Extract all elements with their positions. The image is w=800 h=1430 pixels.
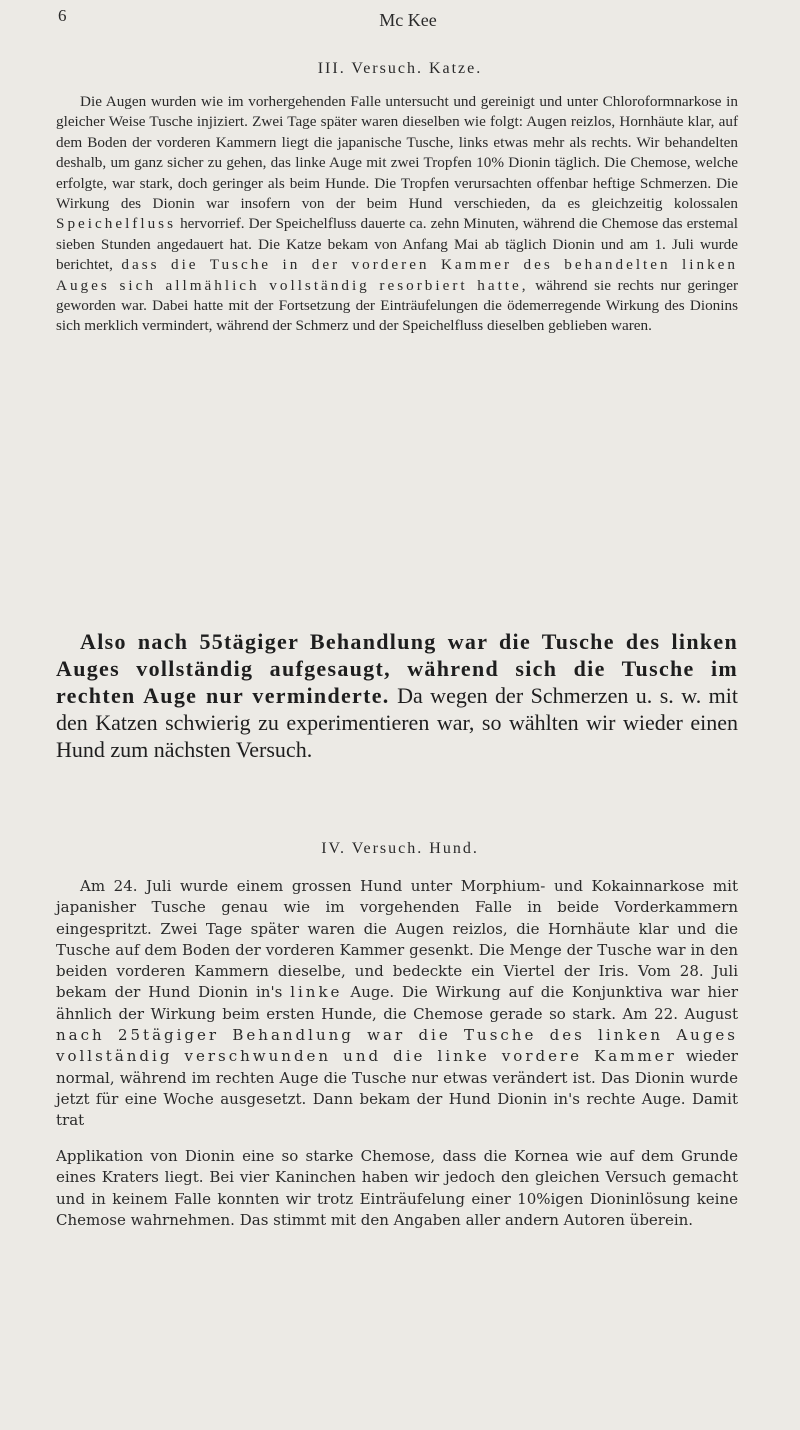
paragraph-versuch-katze	[56, 92, 738, 337]
page-header	[58, 4, 758, 34]
paragraph-text: während sie rechts nur geringer geworden war. Dabei hatte mit der Fortsetzung der Einträufelungen die ödemerregende Wirkung des Dionins sich merklich vermindert, während der Schmerz und der Speichelfluss dieselben geblieben waren.	[56, 276, 739, 335]
emphasis-speichelfluss: Speichelfluss	[56, 215, 176, 233]
paragraph-text: Auge. Die Wirkung auf die Konjunktiva war hier ähnlich der Wirkung beim ersten Hunde, die Chemose gerade so stark. Am 22. August	[56, 983, 738, 1023]
emphasis-summary: Also nach 55tägiger Behandlung war die Tusche des linken Auges vollständig aufgesaugt, während sich die Tusche im rechten Auge nur verminderte.	[56, 629, 738, 708]
paragraph-text: hervorrief. Der Speichelfluss dauerte ca. zehn Minuten, während die Chemose das erstemal sieben Stunden angedauert hat. Die Katze bekam von Anfang Mai ab täglich Dionin und am 1. Juli wurde berichtet,	[56, 215, 739, 274]
running-head: Mc Kee	[379, 10, 437, 30]
paragraph-applikation	[56, 1146, 738, 1231]
paragraph-text: Die Augen wurden wie im vorhergehenden Falle untersucht und gereinigt und unter Chloroformnarkose in gleicher Weise Tusche injiziert. Zwei Tage später waren dieselben wie folgt: Augen reizlos, Hornhäute klar, auf dem Boden der vorderen Kammern liegt die japanische Tusche, links etwas mehr als rechts. Wir behandelten deshalb, um ganz sicher zu gehen, das linke Auge mit zwei Tropfen 10% Dionin täglich. Die Chemose, welche erfolgte, war stark, doch geringer als beim Hunde. Die Tropfen verursachten offenbar heftige Schmerzen. Die Wirkung des Dionin war insofern von der beim Hund verschieden, da es gleichzeitig kolossalen	[56, 93, 738, 213]
paragraph-text: Da wegen der Schmerzen u. s. w. mit den Katzen schwierig zu experimentieren war, so wählten wir wieder einen Hund zum nächsten Versuch.	[56, 683, 739, 762]
section-heading-iv: IV. Versuch. Hund.	[321, 840, 479, 857]
emphasis-resorption: dass die Tusche in der vorderen Kammer des behandelten linken Auges sich allmählich vollständig resorbiert hatte,	[56, 256, 739, 294]
paragraph-text: wieder normal, während im rechten Auge die Tusche nur etwas verändert ist. Das Dionin wurde jetzt für eine Woche ausgesetzt. Dann bekam der Hund Dionin in's rechte Auge. Damit trat	[56, 1047, 738, 1130]
paragraph-summary-large	[56, 628, 738, 763]
page-number: 6	[58, 6, 67, 25]
paragraph-text: Am 24. Juli wurde einem grossen Hund unter Morphium- und Kokainnarkose mit japanisher Tusche genau wie im vorgehenden Falle in beide Vorderkammern eingespritzt. Zwei Tage später waren die Augen reizlos, die Hornhäute klar und die Tusche auf dem Boden der vorderen Kammer gesenkt. Die Menge der Tusche war in den beiden vorderen Kammern dieselbe, und bedeckte ein Viertel der Iris. Vom 28. Juli bekam der Hund Dionin in's	[56, 877, 738, 1002]
emphasis-linke: linke	[290, 983, 343, 1002]
section-heading-iii: III. Versuch. Katze.	[317, 60, 483, 77]
emphasis-verschwunden: nach 25tägiger Behandlung war die Tusche des linken Auges vollständig verschwunden und die linke vordere Kammer	[56, 1026, 738, 1066]
paragraph-versuch-hund	[56, 876, 738, 1132]
paragraph-text: Applikation von Dionin eine so starke Chemose, dass die Kornea wie auf dem Grunde eines Kraters liegt. Bei vier Kaninchen haben wir jedoch den gleichen Versuch gemacht und in keinem Falle konnten wir trotz Einträufelung einer 10%igen Dioninlösung keine Chemose wahrnehmen. Das stimmt mit den Angaben aller andern Autoren überein.	[56, 1147, 738, 1229]
